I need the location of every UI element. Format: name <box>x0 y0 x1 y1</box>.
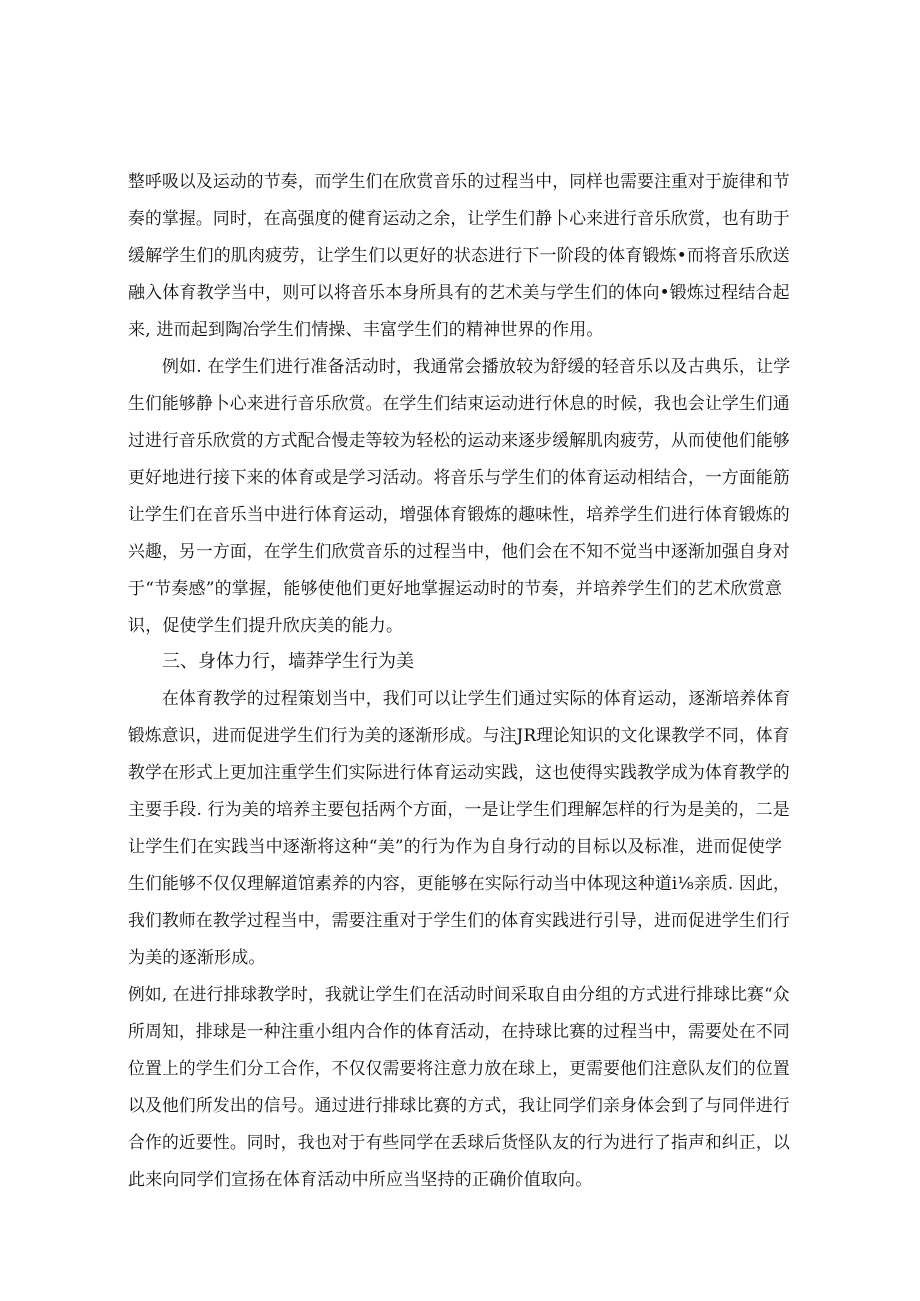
text-line: 我们教师在教学过程当中，需要注重对于学生们的体育实践进行引导，进而促进学生们行 <box>128 911 790 931</box>
text-line: 缓解学生们的肌肉疲劳，让学生们以更好的状态进行下一阶段的体育锻炼•而将音乐欣送 <box>128 246 790 266</box>
text-line: 教学在形式上更加注重学生们实际进行体育运动实践，这也使得实践教学成为体育教学的 <box>128 763 790 783</box>
text-line: 融入体育教学当中，则可以将音乐本身所具有的艺术美与学生们的体向•锻炼过程结合起 <box>128 283 790 303</box>
text-line: 主要手段. 行为美的培养主要包括两个方面，一是让学生们理解怎样的行为是美的，二是 <box>128 800 790 820</box>
text-line: 整呼吸以及运动的节奏，而学生们在欣赏音乐的过程当中，同样也需要注重对于旋律和节 <box>128 172 790 192</box>
text-line: 为美的逐渐形成。 <box>128 948 266 968</box>
section-heading: 三、身体力行，墙莽学生行为美 <box>162 651 414 672</box>
text-line: 锻炼意识，进而促进学生们行为美的逐渐形成。与注JR理论知识的文化课教学不同，体育 <box>128 726 790 746</box>
text-line: 兴趣，另一方面，在学生们欣赏音乐的过程当中，他们会在不知不觉当中逐渐加强自身对 <box>128 542 790 562</box>
text-line: 以及他们所发出的信号。通过进行排球比赛的方式，我让同学们亲身体会到了与同伴进行 <box>128 1096 790 1116</box>
text-line: 于“节奏感”的掌握，能够使他们更好地掌握运动时的节奏，并培养学生们的艺术欣赏意 <box>128 579 783 599</box>
text-line: 过进行音乐欣赏的方式配合慢走等较为轻松的运动来逐步缓解肌肉疲劳，从而使他们能够 <box>128 431 790 451</box>
text-line: 在体育教学的过程策划当中，我们可以让学生们通过实际的体育运动，逐渐培养体育 <box>162 689 791 709</box>
text-line: 让学生们在实践当中逐渐将这种“美”的行为作为自身行动的目标以及标准，进而促使学 <box>128 837 783 857</box>
text-line: 例如. 在学生们进行准备活动时，我通常会播放较为舒缓的轻音乐以及古典乐，让学 <box>162 357 791 377</box>
text-line: 更好地进行接下来的体育或是学习活动。将音乐与学生们的体育运动相结合，一方面能筋 <box>128 468 790 488</box>
text-line: 所周知，排球是一种注重小组内合作的体育活动，在持球比赛的过程当中，需要处在不同 <box>128 1022 790 1042</box>
text-line: 生们能够不仅仅理解道馆素养的内容，更能够在实际行动当中体现这种道i⅛亲质. 因此， <box>128 874 790 894</box>
text-line: 位置上的学生们分工合作，不仅仅需要将注意力放在球上，更需要他们注意队友们的位置 <box>128 1059 790 1079</box>
text-line: 让学生们在音乐当中进行体育运动，增强体育锻炼的趣味性，培养学生们进行体育锻炼的 <box>128 505 790 525</box>
text-line: 奏的掌握。同时，在高强度的健育运动之余，让学生们静卜心来进行音乐欣赏，也有助于 <box>128 209 790 229</box>
text-line: 识，促使学生们提升欣庆美的能力。 <box>128 616 404 636</box>
text-line: 例如, 在进行排球教学时，我就让学生们在活动时间采取自由分组的方式进行排球比赛“众 <box>128 985 790 1005</box>
text-line: 此来向同学们宣扬在体育活动中所应当坚持的正确价值取向。 <box>128 1170 593 1190</box>
text-line: 生们能够静卜心来进行音乐欣赏。在学生们结束运动进行休息的时候，我也会让学生们通 <box>128 394 790 414</box>
text-line: 来, 进而起到陶冶学生们情操、丰富学生们的精神世界的作用。 <box>128 320 604 340</box>
text-line: 合作的近要性。同时，我也对于有些同学在丢球后货怪队友的行为进行了指声和纠正，以 <box>128 1133 790 1153</box>
